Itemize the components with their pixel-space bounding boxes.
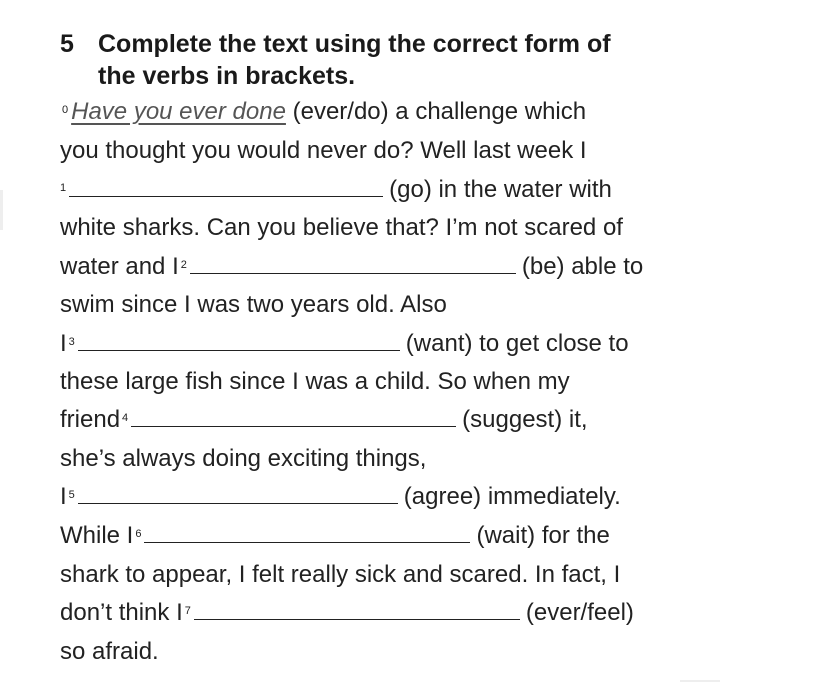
- gap-marker: 0: [62, 104, 69, 116]
- gap-marker: 2: [180, 259, 187, 271]
- line-text: (wait) for the: [476, 522, 610, 549]
- text-line: [60, 290, 447, 320]
- line-text: (agree) immediately.: [403, 483, 621, 510]
- gap-marker: 5: [68, 489, 75, 501]
- text-line-gap-7: [60, 598, 634, 628]
- line-text: (want) to get close to: [405, 330, 629, 357]
- line-text: (go) in the water with: [389, 176, 612, 203]
- text-line: [60, 367, 570, 397]
- text-line-gap-6: [60, 521, 610, 551]
- answer-blank-5[interactable]: [78, 483, 398, 504]
- gap-marker: 6: [135, 528, 142, 540]
- gap-marker: 3: [68, 336, 75, 348]
- line-prefix: I: [60, 483, 67, 510]
- answer-blank-7[interactable]: [194, 599, 520, 620]
- instruction: [98, 28, 698, 92]
- line-prefix: water and I: [60, 253, 179, 280]
- line-prefix: friend: [60, 406, 121, 433]
- text-line: [60, 560, 620, 590]
- line-text: (ever/do) a challenge which: [285, 98, 587, 125]
- line-text: so afraid.: [60, 638, 159, 665]
- text-line: [60, 444, 426, 474]
- line-text: swim since I was two years old. Also: [60, 291, 447, 318]
- answer-blank-3[interactable]: [78, 330, 400, 351]
- line-text: shark to appear, I felt really sick and scared. In fact, I: [60, 561, 621, 588]
- gap-marker: 7: [184, 605, 191, 617]
- line-text: (ever/feel): [525, 599, 634, 626]
- line-text: you thought you would never do? Well last week I: [60, 137, 587, 164]
- text-line-example: [60, 97, 586, 127]
- gap-marker: 1: [60, 182, 67, 194]
- text-line: [60, 213, 623, 243]
- text-line: [60, 637, 159, 667]
- line-text: (be) able to: [521, 253, 644, 280]
- instruction-line-2: the verbs in brackets.: [98, 62, 356, 90]
- text-line: [60, 136, 587, 166]
- line-prefix: I: [60, 330, 67, 357]
- text-line-gap-1: [60, 175, 612, 205]
- scan-artifact: [0, 190, 3, 230]
- answer-blank-1[interactable]: [69, 176, 383, 197]
- line-prefix: don’t think I: [60, 599, 183, 626]
- gap-marker: 4: [122, 412, 129, 424]
- line-text: these large fish since I was a child. So when my: [60, 368, 570, 395]
- text-line-gap-4: [60, 405, 588, 435]
- line-text: (suggest) it,: [462, 406, 588, 433]
- line-text: she’s always doing exciting things,: [60, 445, 427, 472]
- text-line-gap-5: [60, 482, 621, 512]
- text-line-gap-3: [60, 329, 629, 359]
- answer-blank-4[interactable]: [131, 406, 456, 427]
- answer-blank-6[interactable]: [144, 522, 470, 543]
- text-line-gap-2: [60, 252, 643, 282]
- example-answer: Have you ever done: [71, 98, 286, 125]
- line-text: white sharks. Can you believe that? I’m not scared of: [60, 214, 623, 241]
- line-prefix: While I: [60, 522, 134, 549]
- scan-artifact: [680, 680, 720, 682]
- answer-blank-2[interactable]: [190, 253, 516, 274]
- exercise-number: 5: [60, 30, 74, 58]
- instruction-line-1: Complete the text using the correct form of: [98, 30, 611, 58]
